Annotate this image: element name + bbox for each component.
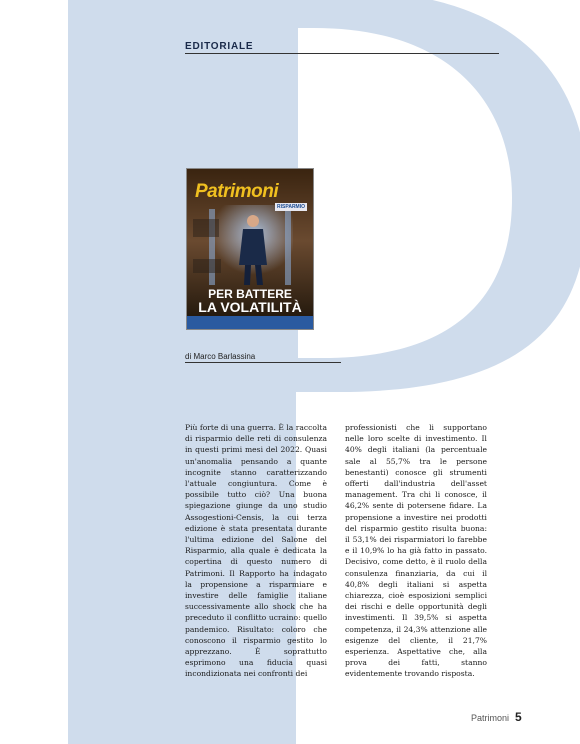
page-number: 5 [515, 710, 522, 724]
cover-headline-line1: PER BATTERE [208, 287, 292, 301]
cover-headline-line2: LA VOLATILITÀ [198, 299, 302, 315]
footer-magazine-name: Patrimoni [471, 713, 510, 723]
article-column-left: Più forte di una guerra. È la raccolta di risparmio delle reti di consulenza in questi primi mesi del 2022. Quasi un'anomalia pensando a quante incognite stanno caratterizzando l'attuale congiuntura. Come è possibile tutto ciò? Una buona spiegazione giunge da uno studio Assogestioni-Censis, la cui terza edizione è stata presentata durante l'ultima edizione del Salone del Risparmio, alla quale è dedicata la copertina di questo numero di Patrimoni. Il Rapporto ha indagato la propensione a risparmiare e investire delle famiglie italiane successivamente allo shock che ha preceduto il conflitto ucraino: quello pandemico. Risultato: coloro che conoscono il risparmio gestito lo apprezzano. È soprattutto esprimono una fiducia quasi incondizionata nei confronti dei [185, 423, 327, 679]
cover-title: Patrimoni [195, 181, 279, 202]
article-column-right: professionisti che li supportano nelle loro scelte di investimento. Il 40% degli italiani (la percentuale sale al 55,7% tra le persone benestanti) conosce gli strumenti offerti dall'industria dell'asset management. Tra chi li conosce, il 46,2% sente di potersene fidare. La propensione a investire nei prodotti del risparmio gestito risulta buona: il 53,1% dei risparmiatori lo farebbe e il 10,9% lo ha già fatto in passato. Decisivo, come detto, è il ruolo della consulenza finanziaria, da cui il 40,8% degli italiani si aspetta chiarezza, cioè esposizioni semplici dei rischi e delle opportunità degli investimenti. Il 39,5% si aspetta competenza, il 24,3% attenzione alle esigenze del cliente, il 21,7% esperienza. Aspettative che, alla prova dei fatti, stanno evidentemente trovando risposta. [345, 423, 487, 679]
cover-bottom-strip [187, 316, 313, 329]
header-rule [185, 53, 499, 54]
cover-subtitle: RISPARMIO [277, 204, 305, 210]
section-label: EDITORIALE [185, 41, 254, 52]
author-rule [185, 362, 341, 363]
magazine-cover-image [186, 168, 314, 330]
author-byline: di Marco Barlassina [185, 352, 256, 361]
